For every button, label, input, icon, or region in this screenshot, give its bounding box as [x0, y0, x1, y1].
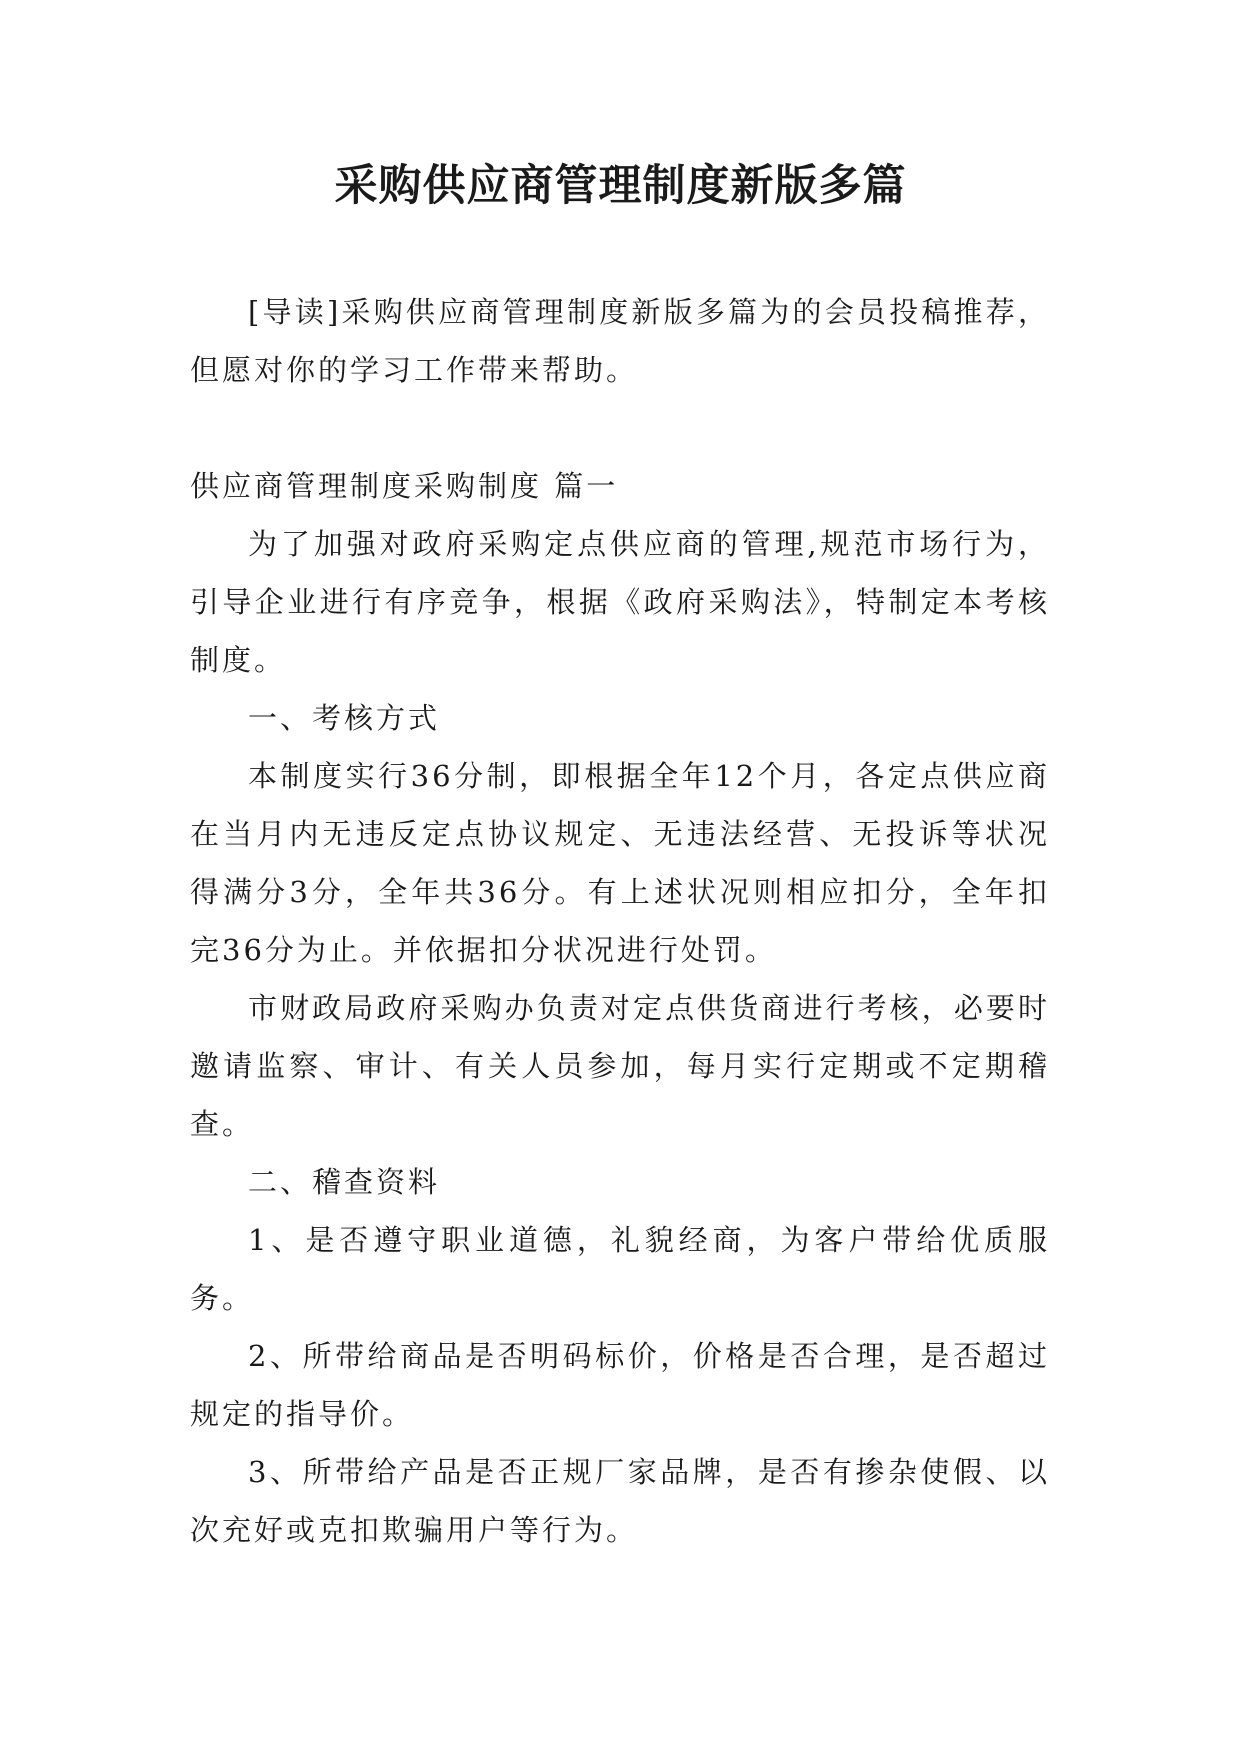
list-item: 3、所带给产品是否正规厂家品牌，是否有掺杂使假、以次充好或克扣欺骗用户等行为。 [190, 1455, 1050, 1547]
list-item: 2、所带给商品是否明码标价，价格是否合理，是否超过规定的指导价。 [190, 1339, 1050, 1431]
section-heading: 供应商管理制度采购制度 篇一 [190, 469, 619, 503]
paragraph: 市财政局政府采购办负责对定点供货商进行考核，必要时邀请监察、审计、有关人员参加，每月实行定期或不定期稽查。 [190, 991, 1050, 1141]
document-title: 采购供应商管理制度新版多篇 [334, 161, 907, 211]
subheading: 二、稽查资料 [248, 1165, 441, 1199]
document-body [190, 283, 1050, 1559]
intro-paragraph: [导读]采购供应商管理制度新版多篇为的会员投稿推荐，但愿对你的学习工作带来帮助。 [190, 295, 1050, 387]
paragraph: 本制度实行36分制，即根据全年12个月，各定点供应商在当月内无违反定点协议规定、无违法经营、无投诉等状况得满分3分，全年共36分。有上述状况则相应扣分，全年扣完36分为止。并依据扣分状况进行处罚。 [190, 759, 1050, 967]
subheading: 一、考核方式 [248, 701, 441, 735]
list-item: 1、是否遵守职业道德，礼貌经商，为客户带给优质服务。 [190, 1223, 1050, 1315]
paragraph: 为了加强对政府采购定点供应商的管理,规范市场行为，引导企业进行有序竞争，根据《政府采购法》，特制定本考核制度。 [190, 527, 1050, 677]
